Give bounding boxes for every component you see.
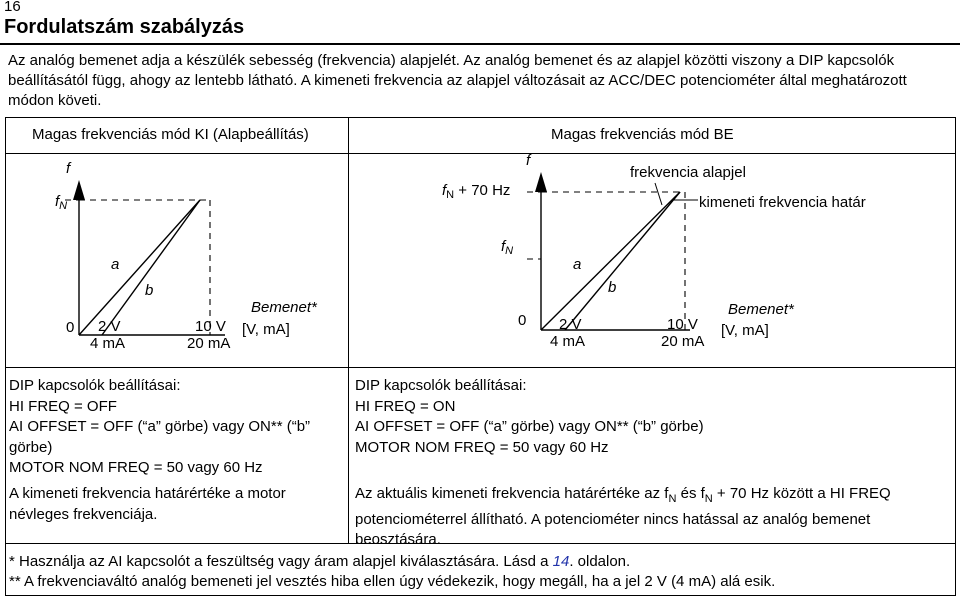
right-fn-label: $f_N$ <box>501 238 514 257</box>
left-settings <box>9 376 339 479</box>
left-origin: 0 <box>66 319 75 336</box>
left-note: A kimeneti frekvencia határértéke a motor névleges frekvenciája. <box>9 485 286 523</box>
right-origin: 0 <box>518 312 527 329</box>
right-legend-limit: kimeneti frekvencia határ <box>699 194 866 211</box>
left-y-label: f <box>66 160 71 177</box>
right-graph-lines <box>527 172 698 330</box>
right-x2b-label: 20 mA <box>661 333 705 350</box>
right-leader-ref <box>655 183 662 205</box>
right-y-arrow <box>535 172 547 192</box>
intro-paragraph: Az analóg bemenet adja a készülék sebesség (frekvencia) alapjelét. Az analóg bemenet és az alapjel közötti viszony a DIP kapcsolók beállításától függ, ahogy az lentebb látható. A kimeneti frekvencia az alapjel változásait az ACC/DEC potenciométer által meghatározott módon követi. <box>8 52 907 109</box>
right-settings-line: MOTOR NOM FREQ = 50 vagy 60 Hz <box>355 438 609 456</box>
left-curve-a <box>79 200 200 335</box>
right-settings-line: AI OFFSET = OFF (“a” görbe) vagy ON** (“b” görbe) <box>355 418 704 435</box>
left-settings-line: DIP kapcsolók beállításai: <box>9 377 181 394</box>
left-curve-b-label: b <box>145 282 154 299</box>
right-x1b-label: 4 mA <box>550 333 586 350</box>
right-x2-label: 10 V <box>667 316 698 333</box>
left-x2b-label: 20 mA <box>187 335 231 352</box>
page-link[interactable]: 14 <box>552 553 570 570</box>
left-x1b-label: 4 mA <box>90 335 126 352</box>
page-number: 16 <box>4 0 21 15</box>
page-title: Fordulatszám szabályzás <box>4 16 245 38</box>
left-settings-line: AI OFFSET = OFF (“a” görbe) vagy ON** (“b” görbe) <box>9 418 311 456</box>
right-settings-line: HI FREQ = ON <box>355 397 456 415</box>
footnote-2: ** A frekvenciaváltó analóg bemeneti jel vesztés hiba ellen úgy védekezik, hogy megáll, ha a jel 2 V (4 mA) alá esik. <box>9 573 776 590</box>
right-y-label: f <box>526 152 531 169</box>
left-settings-line: HI FREQ = OFF <box>9 397 117 415</box>
left-x-title: Bemenet* <box>251 299 317 316</box>
left-header: Magas frekvenciás mód KI (Alapbeállítás) <box>32 126 309 143</box>
left-settings-line: MOTOR NOM FREQ = 50 vagy 60 Hz <box>9 459 263 476</box>
left-x2-label: 10 V <box>195 318 226 335</box>
right-x-unit: [V, mA] <box>721 322 769 339</box>
right-fn70-label: $f_N + 70$ Hz <box>442 182 511 201</box>
right-settings <box>355 376 945 458</box>
left-x1-label: 2 V <box>98 318 121 335</box>
left-curve-a-label: a <box>111 256 120 273</box>
left-y-arrow <box>73 180 85 200</box>
right-x1-label: 2 V <box>559 316 582 333</box>
right-curve-a-label: a <box>573 256 582 273</box>
right-note: Az aktuális kimeneti frekvencia határértéke az $f_N$ és $f_N + 70$ Hz között a HI FREQ potenciométerrel állítható. A potenciométer nincs hatással az analóg bemenet beosztására. <box>355 485 891 548</box>
footnote-1: * Használja az AI kapcsolót a feszültség vagy áram alapjel kiválasztására. Lásd a 14. oldalon. <box>9 553 631 570</box>
right-curve-b-label: b <box>608 279 617 296</box>
right-header: Magas frekvenciás mód BE <box>551 126 734 143</box>
right-legend-ref: frekvencia alapjel <box>630 164 746 181</box>
left-fn-label: $f_N$ <box>55 193 68 212</box>
left-x-unit: [V, mA] <box>242 321 290 338</box>
right-curve-a <box>541 192 680 330</box>
right-x-title: Bemenet* <box>728 301 794 318</box>
left-graph-lines <box>65 180 225 335</box>
right-curve-b <box>565 192 680 330</box>
right-settings-line: DIP kapcsolók beállításai: <box>355 377 527 394</box>
